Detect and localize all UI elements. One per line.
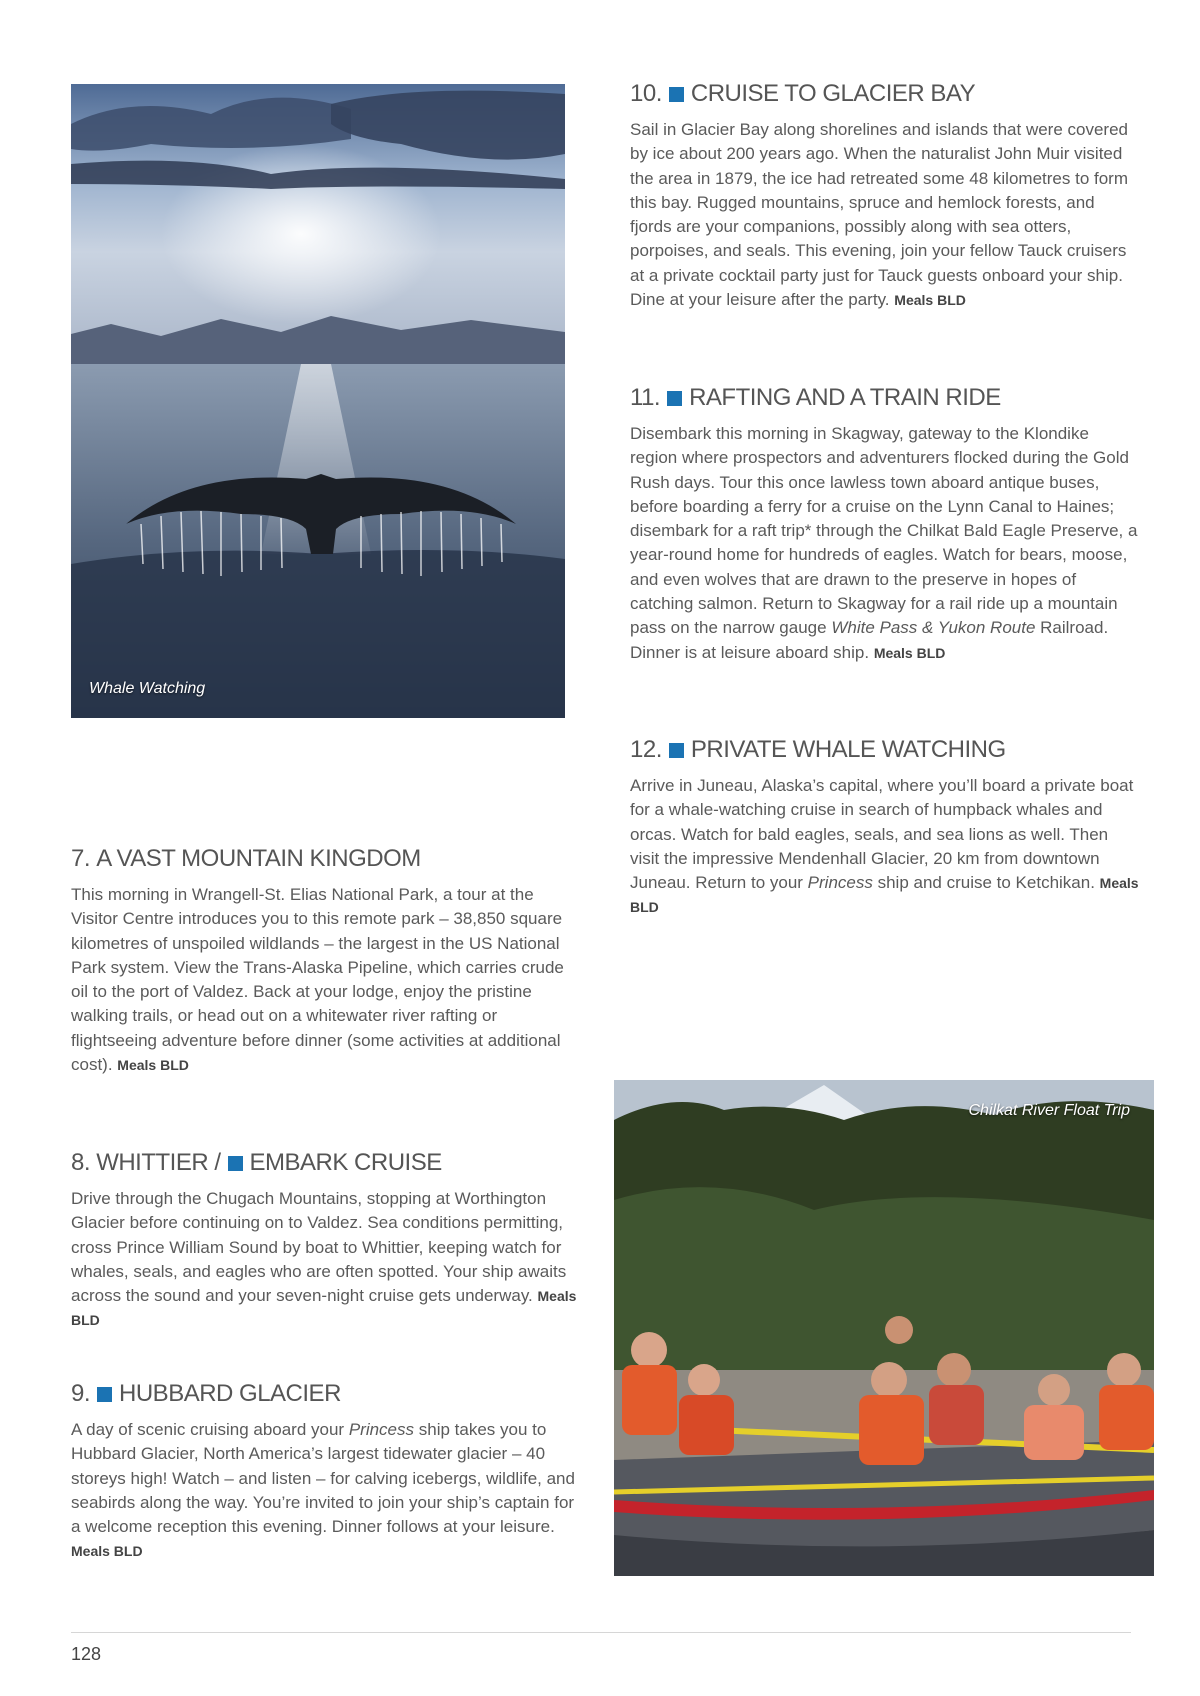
day-8-heading <box>71 1149 581 1177</box>
day-12-meals: Meals BLD <box>630 875 1139 916</box>
whale-photo-caption: Whale Watching <box>89 680 206 697</box>
day-12-section <box>630 736 1140 920</box>
day-8-title-a: WHITTIER / <box>96 1149 221 1176</box>
cruise-marker-icon <box>667 391 682 406</box>
day-9-number: 9. <box>71 1380 91 1407</box>
day-9-meals: Meals BLD <box>71 1543 143 1560</box>
day-10-section <box>630 80 1140 312</box>
day-12-heading <box>630 736 1140 764</box>
rafting-photo <box>614 1080 1154 1576</box>
day-10-number: 10. <box>630 80 662 107</box>
day-10-body: Sail in Glacier Bay along shorelines and islands that were covered by ice about 200 years ago. When the naturalist John Muir visited the area in 1879, the ice had retreated some 48 kilometres to form this bay. Rugged mountains, spruce and hemlock forests, and fjords are your companions, possibly along with sea otters, porpoises, and seals. This evening, join your fellow Tauck cruisers at a private cocktail party just for Tauck guests onboard your ship. Dine at your leisure after the party. Meals BLD <box>630 120 1128 310</box>
day-8-meals: Meals BLD <box>71 1288 577 1329</box>
whale-tail-photo <box>71 84 565 718</box>
day-12-title: PRIVATE WHALE WATCHING <box>690 736 1006 763</box>
day-10-heading <box>630 80 1140 108</box>
day-7-body: This morning in Wrangell-St. Elias National Park, a tour at the Visitor Centre introduces you to this remote park – 38,850 square kilometres of unspoiled wildlands – the largest in the US National Park system. View the Trans-Alaska Pipeline, which carries crude oil to the port of Valdez. Back at your lodge, enjoy the pristine walking trails, or head out on a whitewater river rafting or flightseeing adventure before dinner (some activities at additional cost). Meals BLD <box>71 885 564 1075</box>
day-11-title: RAFTING AND A TRAIN RIDE <box>689 384 1001 411</box>
whale-tail-illustration <box>71 84 565 718</box>
day-7-section <box>71 845 571 1077</box>
day-9-body: A day of scenic cruising aboard your Princess ship takes you to Hubbard Glacier, North America’s largest tidewater glacier – 40 storeys high! Watch – and listen – for calving icebergs, wildlife, and seabirds along the way. You’re invited to join your ship’s captain for a welcome reception this evening. Dinner follows at your leisure. Meals BLD <box>71 1420 575 1560</box>
day-7-meals: Meals BLD <box>117 1057 189 1074</box>
day-9-section <box>71 1380 581 1564</box>
day-9-title: HUBBARD GLACIER <box>119 1380 341 1407</box>
day-7-title: A VAST MOUNTAIN KINGDOM <box>96 845 421 872</box>
cruise-marker-icon <box>669 743 684 758</box>
cruise-marker-icon <box>228 1156 243 1171</box>
day-11-number: 11. <box>630 384 661 411</box>
day-12-number: 12. <box>630 736 662 763</box>
day-9-heading <box>71 1380 581 1408</box>
day-8-body: Drive through the Chugach Mountains, stopping at Worthington Glacier before continuing on to Valdez. Sea conditions permitting, cross Prince William Sound by boat to Whittier, keeping watch for whales, seals, and eagles who are often spotted. Your ship awaits across the sound and your seven-night cruise gets underway. Meals BLD <box>71 1189 577 1329</box>
cruise-marker-icon <box>97 1387 112 1402</box>
day-12-body: Arrive in Juneau, Alaska’s capital, where you’ll board a private boat for a whale-watching cruise in search of humpback whales and orcas. Watch for bald eagles, seals, and sea lions as well. Then visit the impressive Mendenhall Glacier, 20 km from downtown Juneau. Return to your Princess ship and cruise to Ketchikan. Meals BLD <box>630 776 1139 916</box>
footer-divider <box>71 1632 1131 1633</box>
day-11-body: Disembark this morning in Skagway, gateway to the Klondike region where prospectors and adventurers flocked during the Gold Rush days. Tour this once lawless town aboard antique buses, before boarding a ferry for a cruise on the Lynn Canal to Haines; disembark for a raft trip* through the Chilkat Bald Eagle Preserve, a year-round home for hundreds of eagles. Watch for bears, moose, and even wolves that are drawn to the preserve in hopes of catching salmon. Return to Skagway for a rail ride up a mountain pass on the narrow gauge White Pass & Yukon Route Railroad. Dinner is at leisure aboard ship. Meals BLD <box>630 424 1138 662</box>
day-10-title: CRUISE TO GLACIER BAY <box>690 80 976 107</box>
day-7-number: 7. <box>71 845 91 872</box>
cruise-marker-icon <box>669 87 684 102</box>
rafting-illustration <box>614 1080 1154 1576</box>
day-8-section <box>71 1149 581 1333</box>
page-number: 128 <box>71 1644 102 1664</box>
day-7-heading <box>71 845 571 873</box>
rafting-photo-caption: Chilkat River Float Trip <box>968 1102 1130 1119</box>
day-8-title-b: EMBARK CRUISE <box>249 1149 442 1176</box>
day-11-section <box>630 384 1140 665</box>
day-11-heading <box>630 384 1140 412</box>
day-11-meals: Meals BLD <box>873 644 946 661</box>
day-8-number: 8. <box>71 1149 91 1176</box>
day-10-meals: Meals BLD <box>894 292 966 309</box>
